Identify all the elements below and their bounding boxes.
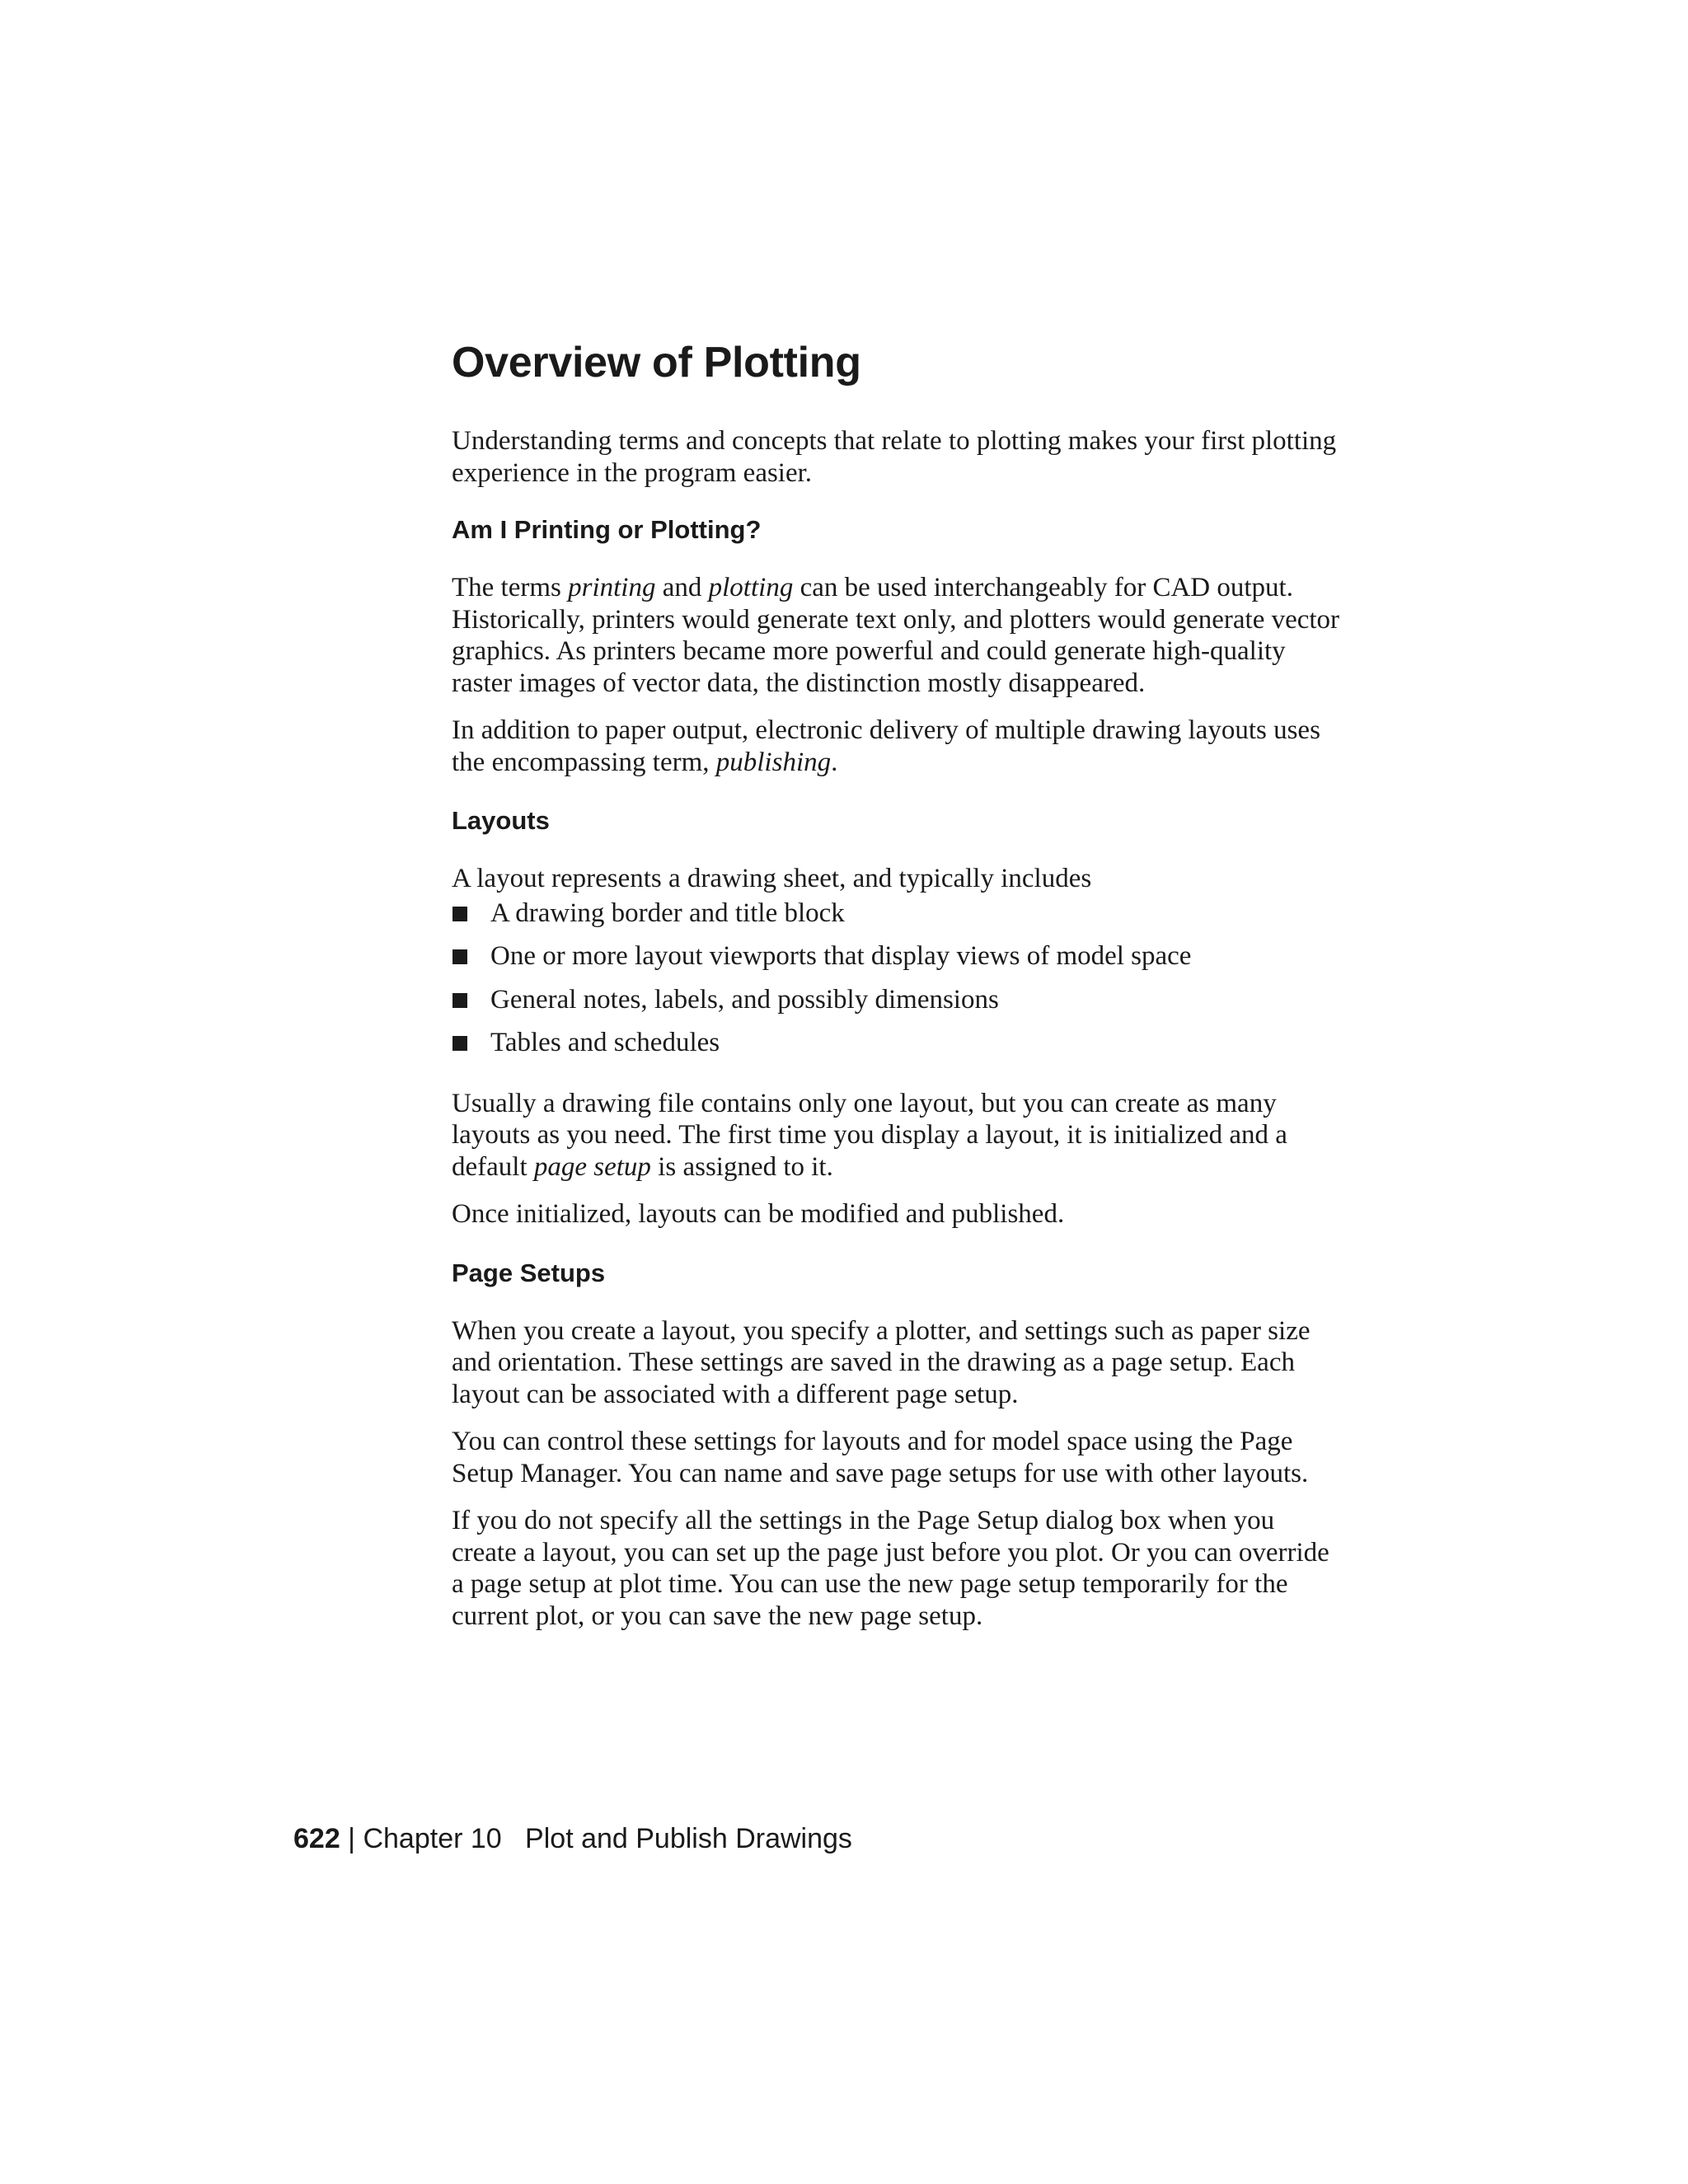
- paragraph-page-setup-override: If you do not specify all the settings in the Page Setup dialog box when you create a layout, you can set up the page just before you plot. Or you can override a page setup at plot time. You can use the new page setup temporarily for the current plot, or you can save the new page setup.: [452, 1506, 1329, 1631]
- text-run: Usually a drawing file contains only one layout, but you can create as many layouts as you need. The first time you display a layout, it is initialized and a default: [452, 1088, 1287, 1182]
- list-item: [452, 1027, 1346, 1059]
- text-run: is assigned to it.: [650, 1151, 833, 1182]
- list-item: [452, 940, 1346, 972]
- emphasis-publishing: publishing: [715, 747, 832, 777]
- paragraph-page-setup-manager: You can control these settings for layouts and for model space using the Page Setup Manager. You can name and save page setups for use with other layouts.: [452, 1427, 1309, 1488]
- list-item-text: General notes, labels, and possibly dimensions: [490, 984, 999, 1015]
- emphasis-printing: printing: [568, 573, 656, 602]
- layouts-intro-paragraph: A layout represents a drawing sheet, and typically includes: [452, 864, 1092, 893]
- emphasis-page-setup: page setup: [533, 1151, 651, 1182]
- page-footer: [293, 1821, 852, 1856]
- paragraph-page-setup-create: When you create a layout, you specify a plotter, and settings such as paper size and orientation. These settings are saved in the drawing as a page setup. Each layout can be associated with a different page setup.: [452, 1315, 1311, 1409]
- list-item-text: One or more layout viewports that display views of model space: [490, 941, 1192, 971]
- section-heading-layouts: Layouts: [452, 806, 550, 835]
- text-run: and: [655, 573, 709, 602]
- footer-gap: [502, 1823, 525, 1854]
- bullet-square-icon: [452, 949, 467, 964]
- list-item-text: Tables and schedules: [490, 1028, 720, 1057]
- text-run: can be used interchangeably for CAD output. Historically, printers would generate text only, and plotters would generate vector graphics. As printers became more powerful and could generate high-quality raster images of vector data, the distinction mostly disappeared.: [452, 573, 1340, 698]
- paragraph-printing-terms: [452, 572, 1346, 699]
- text-run: In addition to paper output, electronic delivery of multiple drawing layouts uses the encompassing term,: [452, 715, 1320, 777]
- footer-separator: |: [340, 1823, 363, 1854]
- bullet-square-icon: [452, 1036, 467, 1051]
- list-item: [452, 984, 1346, 1016]
- intro-paragraph: Understanding terms and concepts that relate to plotting makes your first plotting experience in the program easier.: [452, 426, 1337, 488]
- bullet-square-icon: [452, 907, 467, 921]
- page-number: 622: [293, 1823, 340, 1854]
- chapter-label: Chapter 10: [363, 1823, 502, 1854]
- paragraph-layouts-initialized: Once initialized, layouts can be modified and published.: [452, 1199, 1065, 1229]
- paragraph-publishing: [452, 715, 1346, 778]
- text-run: .: [831, 747, 838, 777]
- chapter-title: Plot and Publish Drawings: [525, 1823, 852, 1854]
- section-heading-printing-or-plotting: Am I Printing or Plotting?: [452, 515, 762, 544]
- list-item: [452, 898, 1346, 930]
- emphasis-plotting: plotting: [708, 573, 794, 602]
- section-heading-page-setups: Page Setups: [452, 1258, 606, 1287]
- paragraph-layout-count: [452, 1088, 1346, 1183]
- text-run: The terms: [452, 573, 569, 602]
- bullet-square-icon: [452, 993, 467, 1008]
- page-content: [452, 336, 1346, 1647]
- list-item-text: A drawing border and title block: [490, 898, 845, 928]
- page-title: Overview of Plotting: [452, 339, 861, 387]
- layout-contents-list: [452, 898, 1346, 1059]
